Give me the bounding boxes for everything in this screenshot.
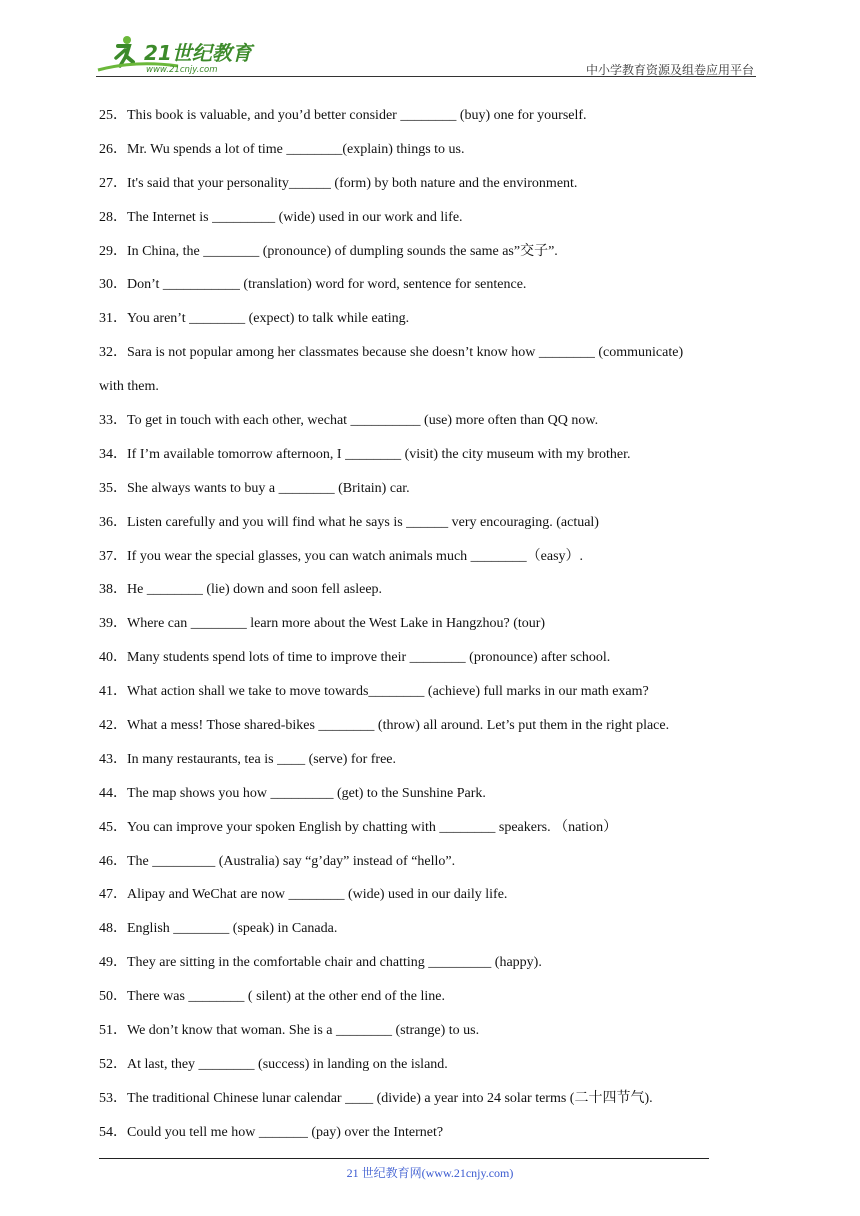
question-text: Where can ________ learn more about the West Lake in Hangzhou? (tour) [127,616,546,632]
question-number: 49． [99,955,127,971]
question-item [99,133,749,167]
question-number: 31． [99,311,127,327]
logo [96,34,266,76]
question-text: You can improve your spoken English by chatting with ________ speakers. （nation） [127,819,618,835]
question-text: Don’t ___________ (translation) word for word, sentence for sentence. [127,277,527,293]
question-item [99,709,749,743]
question-text: You aren’t ________ (expect) to talk while eating. [127,311,410,327]
question-number: 53． [99,1090,127,1106]
question-text: If you wear the special glasses, you can watch animals much ________（easy）. [127,548,584,564]
question-text: Alipay and WeChat are now ________ (wide) used in our daily life. [127,887,508,903]
question-item [99,946,749,980]
question-number: 54． [99,1124,127,1140]
question-item [99,506,749,540]
question-number: 44． [99,785,127,801]
question-item [99,99,749,133]
question-item [99,404,749,438]
question-text: What action shall we take to move towards________ (achieve) full marks in our math exam? [127,684,649,700]
question-text: Sara is not popular among her classmates because she doesn’t know how ________ (communicate) [127,345,684,361]
question-text: She always wants to buy a ________ (Britain) car. [127,480,410,496]
question-item [99,370,749,404]
question-item [99,912,749,946]
question-item [99,540,749,574]
question-text: The _________ (Australia) say “g’day” instead of “hello”. [127,853,456,869]
question-number: 46． [99,853,127,869]
question-number: 52． [99,1056,127,1072]
question-text: The Internet is _________ (wide) used in our work and life. [127,209,463,225]
question-number: 28． [99,209,127,225]
question-text: To get in touch with each other, wechat __________ (use) more often than QQ now. [127,413,599,429]
question-number: 41． [99,684,127,700]
question-text: Many students spend lots of time to improve their ________ (pronounce) after school. [127,650,611,666]
question-item [99,743,749,777]
question-item [99,302,749,336]
question-item [99,1014,749,1048]
question-text: We don’t know that woman. She is a ________ (strange) to us. [127,1023,480,1039]
question-item [99,472,749,506]
question-number: 48． [99,921,127,937]
question-item [99,573,749,607]
question-text: Mr. Wu spends a lot of time ________(explain) things to us. [127,141,465,157]
question-text: The map shows you how _________ (get) to the Sunshine Park. [127,785,486,801]
question-number: 43． [99,751,127,767]
question-text: At last, they ________ (success) in landing on the island. [127,1056,448,1072]
question-number: 34． [99,446,127,462]
question-number: 26． [99,141,127,157]
question-item [99,268,749,302]
question-number: 29． [99,243,127,259]
question-list [99,99,749,1150]
question-text: He ________ (lie) down and soon fell asleep. [127,582,383,598]
question-text: The traditional Chinese lunar calendar ____ (divide) a year into 24 solar terms (二十四节气). [127,1090,653,1106]
question-item [99,438,749,472]
question-item [99,1116,749,1150]
question-number: 47． [99,887,127,903]
question-item [99,878,749,912]
question-number: 32． [99,345,127,361]
question-number: 39． [99,616,127,632]
question-text: There was ________ ( silent) at the other end of the line. [127,989,446,1005]
question-number: 50． [99,989,127,1005]
question-text: Listen carefully and you will find what he says is ______ very encouraging. (actual) [127,514,599,530]
question-item [99,201,749,235]
question-number: 38． [99,582,127,598]
question-text: It's said that your personality______ (form) by both nature and the environment. [127,175,578,191]
question-text: They are sitting in the comfortable chair and chatting _________ (happy). [127,955,542,971]
question-number: 42． [99,718,127,734]
question-number: 40． [99,650,127,666]
logo-url: www.21cnjy.com [146,65,218,75]
question-item [99,845,749,879]
question-text: Could you tell me how _______ (pay) over the Internet? [127,1124,444,1140]
page-header [96,34,756,78]
question-item [99,675,749,709]
question-text: with them. [99,379,159,395]
question-text: If I’m available tomorrow afternoon, I ________ (visit) the city museum with my brother. [127,446,631,462]
question-text: This book is valuable, and you’d better consider ________ (buy) one for yourself. [127,108,587,123]
footer-link[interactable]: 21 世纪教育网(www.21cnjy.com) [346,1166,514,1180]
question-item [99,641,749,675]
question-text: In China, the ________ (pronounce) of dumpling sounds the same as”交子”. [127,243,558,259]
logo-text: 21世纪教育 [144,41,252,65]
question-item [99,1082,749,1116]
question-number: 30． [99,277,127,293]
question-item [99,167,749,201]
header-divider [96,76,756,77]
question-item [99,235,749,269]
platform-title: 中小学教育资源及组卷应用平台 [585,63,754,77]
question-item [99,811,749,845]
question-number: 45． [99,819,127,835]
footer-divider [99,1158,709,1159]
question-number: 36． [99,514,127,530]
question-item [99,777,749,811]
question-text: In many restaurants, tea is ____ (serve) for free. [127,751,397,767]
question-text: What a mess! Those shared-bikes ________ (throw) all around. Let’s put them in the right place. [127,718,670,734]
question-number: 51． [99,1023,127,1039]
question-number: 25． [99,108,127,123]
question-number: 33． [99,413,127,429]
question-number: 27． [99,175,127,191]
question-item [99,607,749,641]
question-text: English ________ (speak) in Canada. [127,921,338,937]
question-number: 37． [99,548,127,564]
question-item [99,980,749,1014]
question-item [99,1048,749,1082]
question-item [99,336,749,370]
question-number: 35． [99,480,127,496]
